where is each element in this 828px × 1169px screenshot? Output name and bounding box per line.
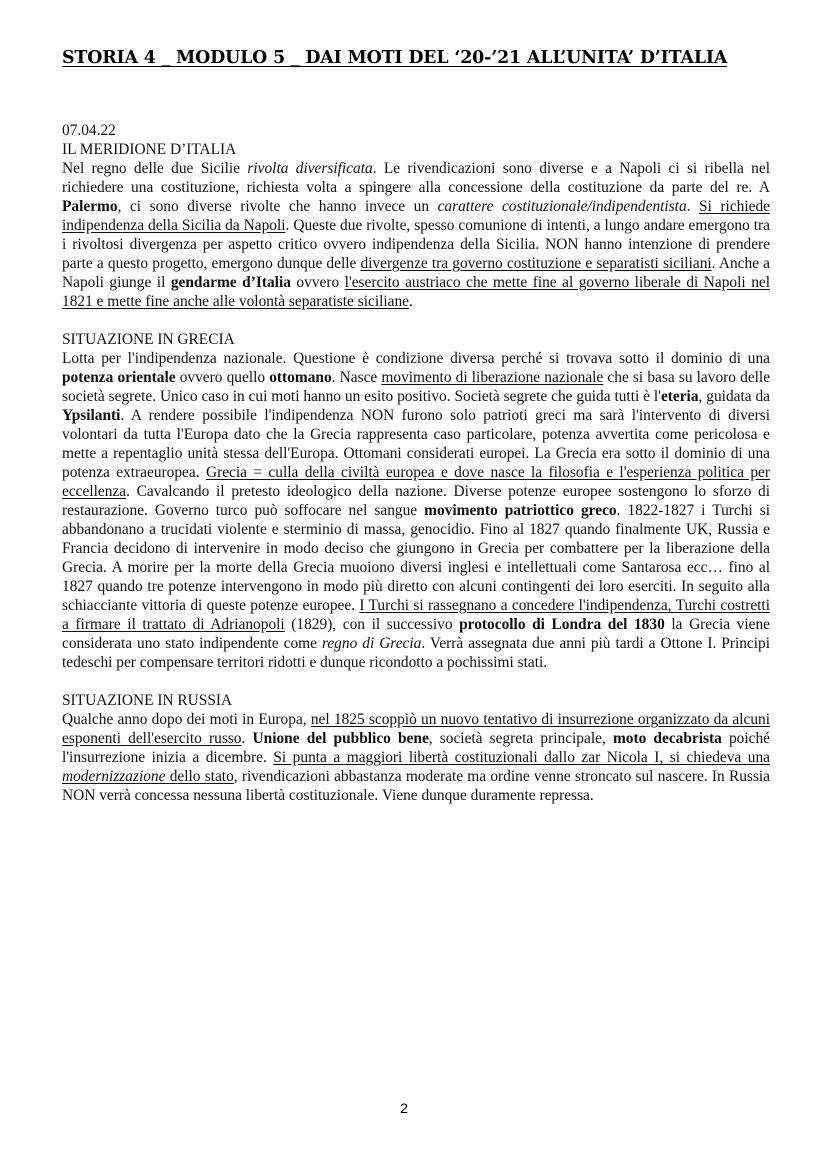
text-run: , rivendicazioni abbastanza moderate ma ordine venne stroncato sul nascere. In Russia NON verrà concessa nessuna libertà costituzionale. Viene dunque duramente repressa. bbox=[62, 768, 770, 804]
section-heading-grecia: SITUAZIONE IN GRECIA bbox=[62, 331, 235, 348]
text-run: (1829), con il successivo bbox=[284, 616, 460, 633]
italic-text: carattere costituzionale/indipendentista bbox=[437, 198, 687, 215]
text-run: Nel regno delle due Sicilie bbox=[62, 160, 248, 177]
bold-text: Palermo bbox=[62, 198, 118, 215]
italic-text: rivolta diversificata bbox=[247, 160, 373, 177]
text-run: . Verrà assegnata due anni più tardi a Ottone I. Principi tedeschi per compensare territori ridotti e dunque ricondotto a pochissimi stati. bbox=[62, 635, 771, 671]
underlined-text: I Turchi si rassegnano a concedere l'indipendenza, Turchi costretti a firmare il trattato di Adrianopoli bbox=[62, 597, 770, 633]
text-run: Lotta per l'indipendenza nazionale. Questione è condizione diversa perché si trovava sotto il dominio di una bbox=[62, 350, 770, 367]
bold-text: gendarme d’Italia bbox=[170, 274, 291, 291]
underlined-text: nel 1825 scoppiò un nuovo tentativo di insurrezione organizzato da alcuni esponenti dell'esercito russo bbox=[62, 711, 770, 747]
italic-text: regno di Grecia bbox=[321, 635, 422, 652]
text-run: . 1822-1827 i Turchi si abbandonano a trucidati violente e sterminio di massa, genocidio. Fino al 1827 quando finalmente UK, Russia e Francia decidono di intervenire in modo deciso che giungono in Grecia per combattere per la liberazione della Grecia. A morire per la morte della Grecia muoiono diversi inglesi e intellettuali come Santarosa ecc… fino al 1827 quando tre potenze intervengono in modo più diretto con alcuni contingenti dei loro eserciti. In seguito alla schiacciante vittoria di queste potenze europee. bbox=[62, 502, 770, 614]
paragraph-russia bbox=[62, 710, 770, 805]
text-run: . Le rivendicazioni sono diverse e a Napoli ci si ribella nel richiedere una costituzione, richiesta volta a spingere alla concessione della costituzione da parte del re. A bbox=[62, 160, 770, 196]
bold-text: eteria bbox=[660, 388, 699, 405]
section-heading-meridione: IL MERIDIONE D’ITALIA bbox=[62, 141, 237, 158]
page-title: STORIA 4 _ MODULO 5 _ DAI MOTI DEL ‘20-’21 ALL’UNITA’ D’ITALIA bbox=[62, 48, 728, 68]
underlined-text: Si punta a maggiori libertà costituzionali dallo zar Nicola I, si chiedeva una bbox=[273, 749, 770, 766]
text-run: la Grecia viene considerata uno stato indipendente come bbox=[62, 616, 770, 652]
underlined-text: divergenze tra governo costituzione e separatisti siciliani bbox=[360, 255, 712, 272]
text-run: . bbox=[409, 293, 413, 310]
text-run: . Anche a Napoli giunge il bbox=[62, 255, 770, 291]
text-run: , ci sono diverse rivolte che hanno invece un bbox=[117, 198, 438, 215]
text-run: che si basa su lavoro delle società segrete. Unico caso in cui moti hanno un esito positivo. Società segrete che guida tutti è l' bbox=[62, 369, 771, 405]
text-run: ovvero bbox=[290, 274, 345, 291]
text-run: Qualche anno dopo dei moti in Europa, bbox=[62, 711, 311, 728]
paragraph-meridione bbox=[62, 159, 770, 311]
bold-text: moto decabrista bbox=[612, 730, 722, 747]
bold-text: movimento patriottico greco bbox=[424, 502, 617, 519]
underlined-text: l'esercito austriaco che mette fine al governo liberale di Napoli nel 1821 e mette fine anche alle volontà separatiste siciliane bbox=[62, 274, 770, 310]
paragraph-gap bbox=[62, 672, 770, 691]
text-run: . Cavalcando il pretesto ideologico della nazione. Diverse potenze europee sostengono lo sforzo di restaurazione. Governo turco può soffocare nel sangue bbox=[62, 483, 770, 519]
text-run: . bbox=[686, 198, 700, 215]
paragraph-grecia bbox=[62, 349, 770, 672]
page-number: 2 bbox=[400, 1100, 408, 1116]
text-run: . bbox=[241, 730, 253, 747]
text-run: , guidata da bbox=[698, 388, 770, 405]
bold-text: potenza orientale bbox=[62, 369, 176, 386]
section-heading-russia: SITUAZIONE IN RUSSIA bbox=[62, 692, 233, 709]
underlined-text: movimento di liberazione nazionale bbox=[381, 369, 604, 386]
bold-text: protocollo di Londra del 1830 bbox=[459, 616, 665, 633]
underlined-text: modernizzazione bbox=[62, 768, 166, 785]
underlined-text: dello stato bbox=[165, 768, 234, 785]
date-line: 07.04.22 bbox=[62, 122, 116, 139]
text-run: poiché l'insurrezione inizia a dicembre. bbox=[62, 730, 771, 766]
underlined-text: Si richiede indipendenza della Sicilia da Napoli bbox=[62, 198, 770, 234]
text-run: . Queste due rivolte, spesso comunione di intenti, a lungo andare emergono tra i rivoltosi divergenza per aspetto critico ovvero indipendenza della Sicilia. NON hanno intenzione di prendere parte a questo progetto, emergono dunque delle bbox=[62, 217, 770, 272]
document-body bbox=[62, 121, 770, 805]
paragraph-gap bbox=[62, 311, 770, 330]
text-run: . Nasce bbox=[331, 369, 382, 386]
bold-text: Unione del pubblico bene bbox=[252, 730, 429, 747]
underlined-text: Grecia = culla della civiltà europea e dove nasce la filosofia e l'esperienza politica per eccellenza bbox=[62, 464, 770, 500]
text-run: ovvero quello bbox=[175, 369, 270, 386]
text-run: , società segreta principale, bbox=[428, 730, 613, 747]
text-run: . A rendere possibile l'indipendenza NON furono solo patrioti greci ma sarà l'intervento di diversi volontari da tutta l'Europa dato che la Grecia rappresenta caso particolare, potenza avvertita come pericolosa e mette a repentaglio unità stessa dell'Europa. Ottomani considerati europei. La Grecia era sotto il dominio di una potenza extraeuropea. bbox=[62, 407, 770, 481]
bold-text: Ypsilanti bbox=[62, 407, 121, 424]
bold-text: ottomano bbox=[269, 369, 332, 386]
